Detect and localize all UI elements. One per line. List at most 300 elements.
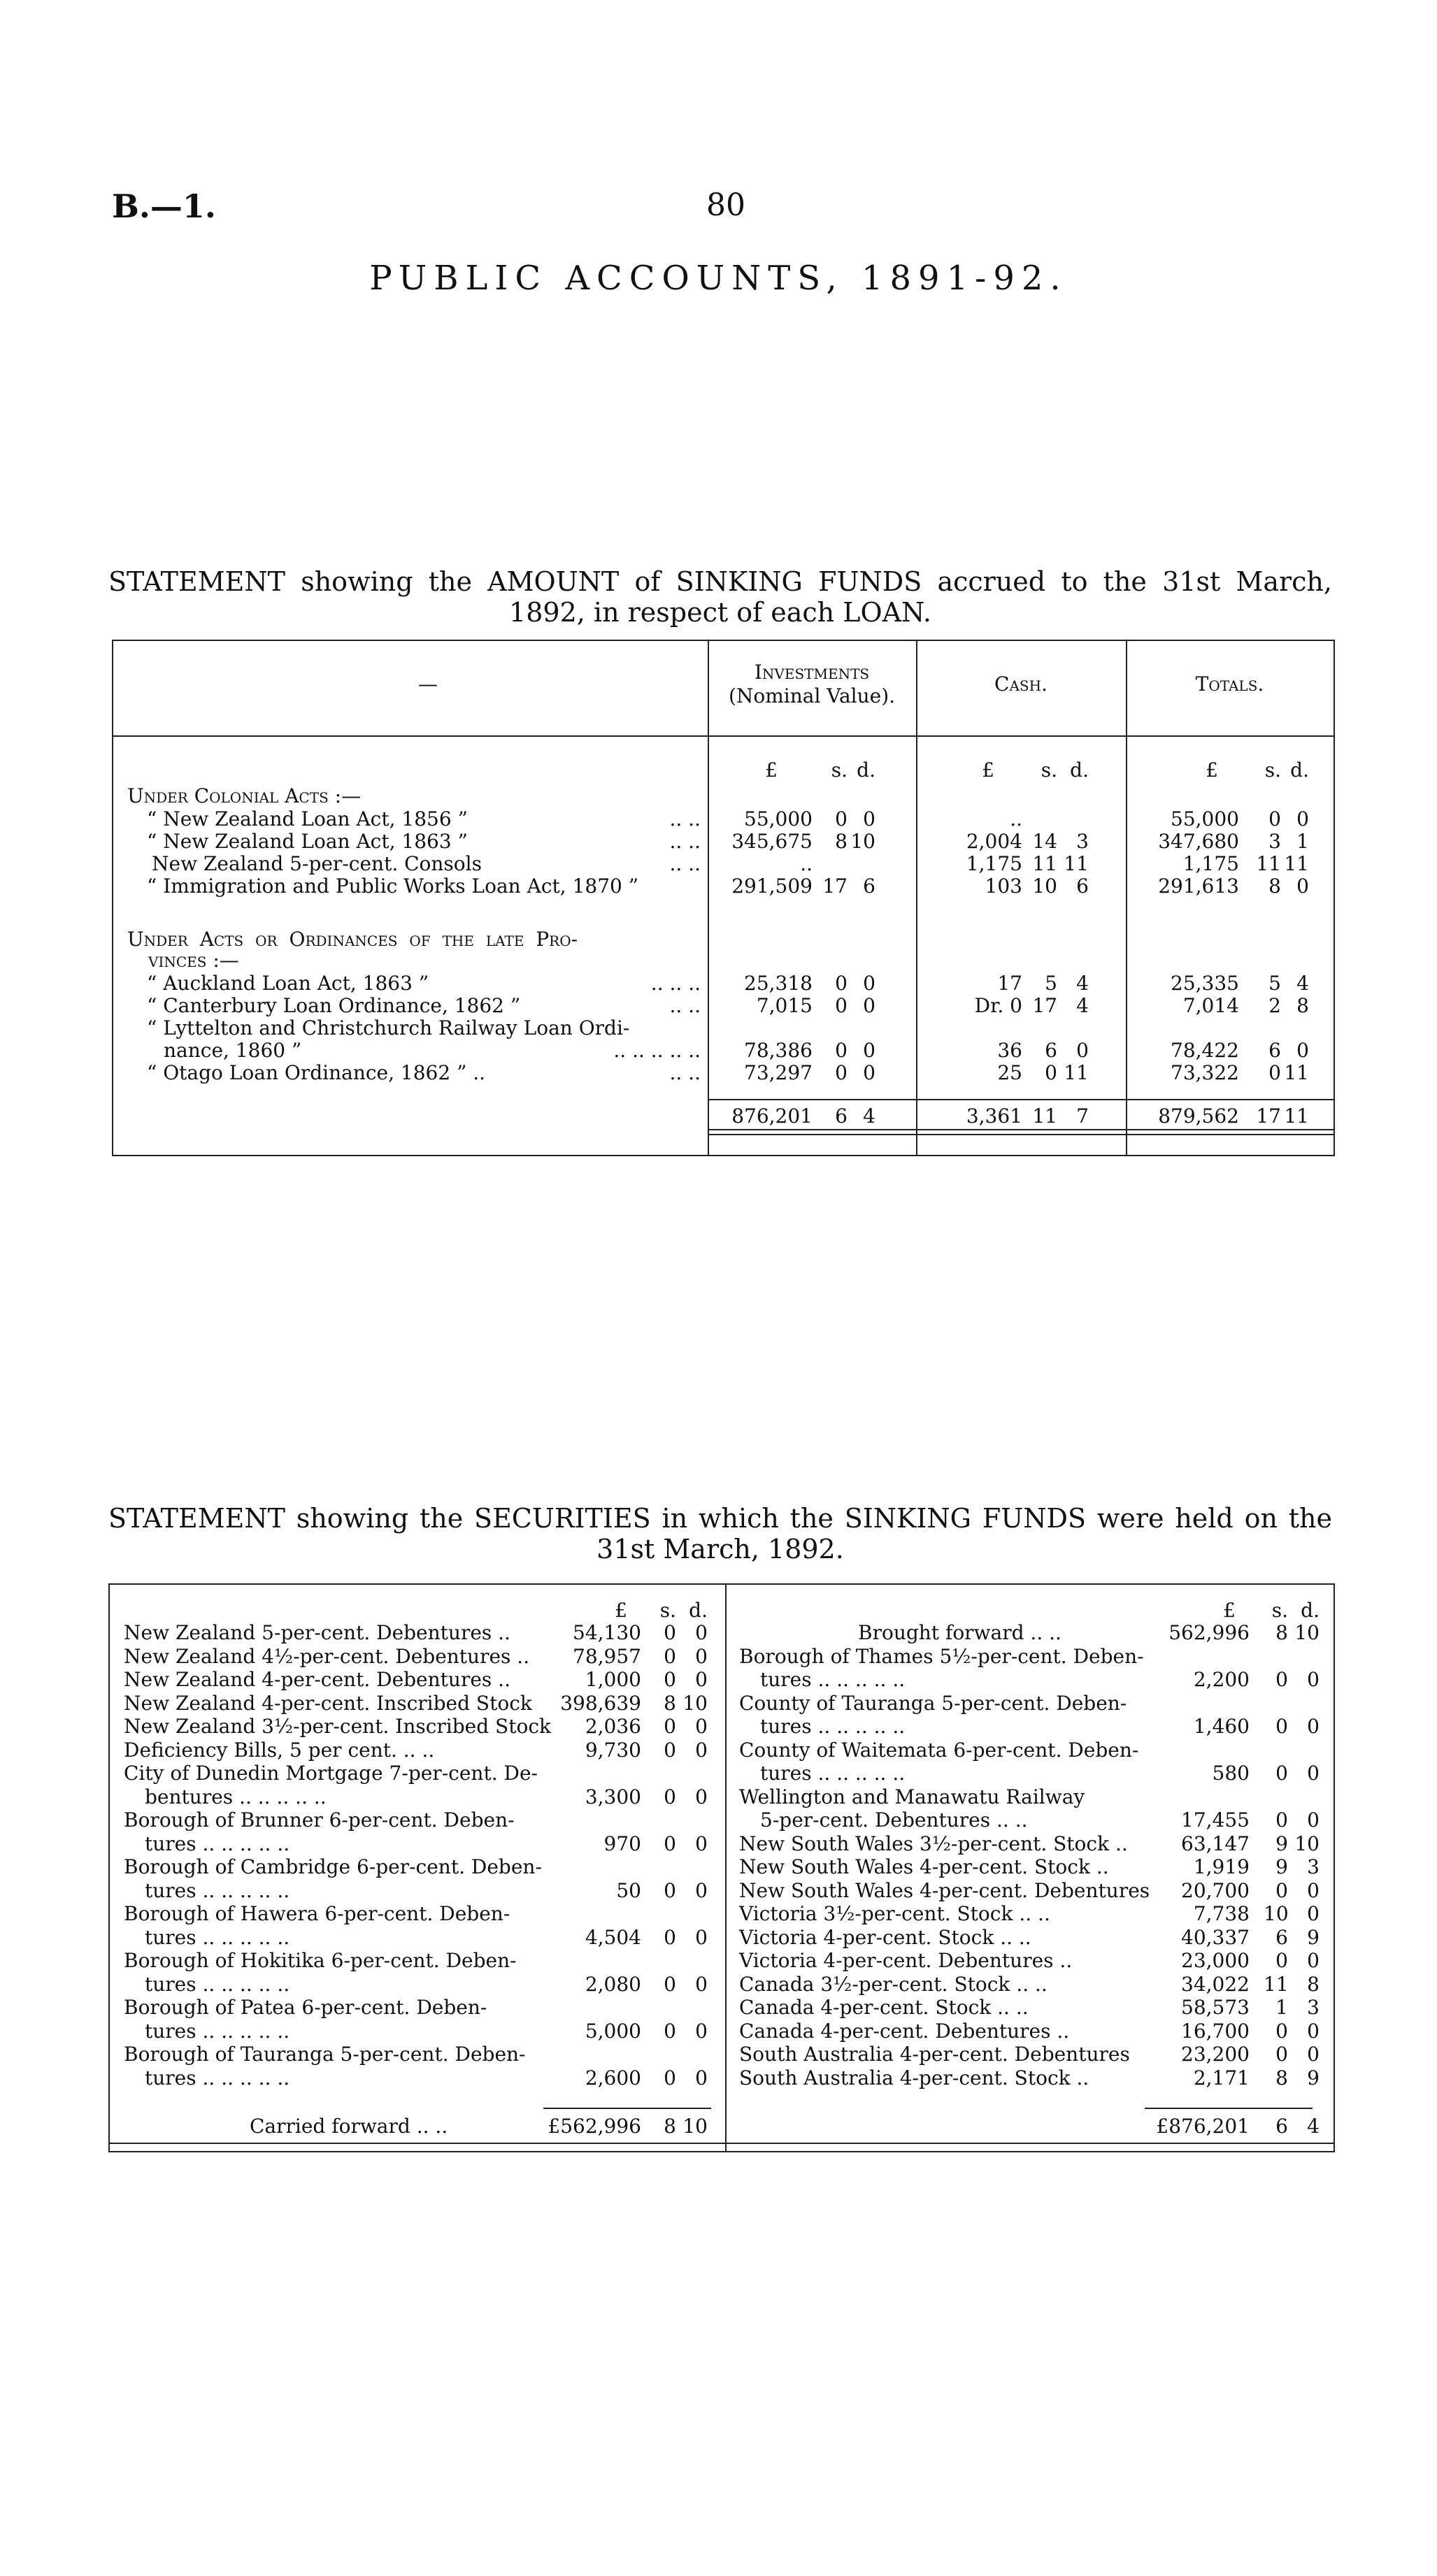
- total-pounds: 1,175: [1182, 852, 1239, 875]
- loan-row: [113, 830, 1334, 854]
- total-inv-d: 4: [863, 1104, 875, 1128]
- security-pence: 0: [695, 1972, 708, 1996]
- total-pence: 0: [1296, 807, 1309, 830]
- section-label: Under Colonial Acts :—: [127, 784, 362, 807]
- security-shillings: 0: [1275, 2043, 1288, 2066]
- security-pence: 0: [695, 1668, 708, 1691]
- security-amount: 17,455: [1181, 1808, 1250, 1832]
- security-pence: 0: [695, 2066, 708, 2089]
- total-pounds: 7,014: [1182, 994, 1239, 1017]
- total-inv: 876,201: [731, 1104, 813, 1128]
- carried-forward-d: 10: [682, 2115, 708, 2138]
- total-pence: 4: [1296, 972, 1309, 995]
- carried-forward-row: [110, 2115, 725, 2138]
- security-shillings: 0: [1275, 1808, 1288, 1832]
- unit-s: s.: [1271, 1599, 1288, 1622]
- statement1-heading-line2: 1892, in respect of each LOAN.: [509, 597, 931, 628]
- total-pence: 1: [1296, 830, 1309, 853]
- security-pence: 0: [1307, 2019, 1320, 2043]
- loan-row: [113, 994, 1334, 1018]
- security-label: tures .. .. .. .. ..: [145, 2066, 290, 2089]
- security-amount: 54,130: [573, 1621, 641, 1644]
- security-pence: 0: [695, 1644, 708, 1668]
- security-pence: 9: [1307, 2066, 1320, 2089]
- unit-s: s.: [659, 1599, 676, 1622]
- security-shillings: 1: [1275, 1996, 1288, 2019]
- section-heading: [113, 784, 1334, 808]
- statement2-heading-line2: 31st March, 1892.: [596, 1534, 844, 1564]
- loan-label: “ New Zealand Loan Act, 1856 ”: [147, 807, 468, 830]
- cash-pence: 6: [1076, 875, 1089, 898]
- security-shillings: 0: [664, 2066, 676, 2089]
- carried-forward-label: Carried forward .. ..: [250, 2115, 448, 2138]
- security-pence: 9: [1307, 1925, 1320, 1949]
- security-amount: 3,300: [585, 1785, 641, 1808]
- security-pence: 0: [1307, 1762, 1320, 1785]
- cash-pounds: 25: [997, 1061, 1022, 1084]
- total-tot-s: 17: [1256, 1104, 1281, 1128]
- cash-pence: 11: [1064, 1061, 1089, 1084]
- security-amount: 23,000: [1181, 1949, 1250, 1972]
- loan-row: [113, 1039, 1334, 1063]
- total-rule: [708, 1099, 1334, 1100]
- security-label: Borough of Tauranga 5-per-cent. Deben-: [124, 2043, 526, 2066]
- security-row: [725, 2043, 1334, 2066]
- statement2-heading-line1: STATEMENT showing the SECURITIES in which the SINKING FUNDS were held on the: [108, 1503, 1332, 1534]
- security-amount: 9,730: [585, 1738, 641, 1762]
- investment-pence: 0: [863, 1039, 875, 1062]
- security-row: [110, 1739, 725, 1762]
- header-rule: [113, 735, 1334, 737]
- cash-shillings: 0: [1045, 1061, 1057, 1084]
- cash-pounds: 36: [997, 1039, 1022, 1062]
- security-amount: 580: [1212, 1762, 1250, 1785]
- security-row: [110, 1926, 725, 1949]
- security-label: South Australia 4-per-cent. Debentures: [739, 2043, 1130, 2066]
- cash-pence: 4: [1076, 994, 1089, 1017]
- security-row: [110, 2020, 725, 2043]
- security-label: New Zealand 4-per-cent. Debentures ..: [124, 1668, 510, 1691]
- security-row: [110, 1668, 725, 1691]
- loan-label: New Zealand 5-per-cent. Consols: [152, 852, 482, 875]
- security-label: Canada 3½-per-cent. Stock .. ..: [739, 1972, 1048, 1996]
- page-number: 80: [706, 187, 745, 223]
- security-row: [725, 1668, 1334, 1691]
- security-label: bentures .. .. .. .. ..: [145, 1785, 327, 1808]
- security-row: [725, 1645, 1334, 1668]
- total-tot: 879,562: [1158, 1104, 1239, 1128]
- security-shillings: 0: [664, 1621, 676, 1644]
- security-shillings: 0: [1275, 1715, 1288, 1738]
- loan-label: “ Otago Loan Ordinance, 1862 ” ..: [147, 1061, 486, 1084]
- security-shillings: 0: [1275, 1668, 1288, 1691]
- security-row: [110, 1692, 725, 1715]
- total-shillings: 3: [1268, 830, 1281, 853]
- section-label: Under Acts or Ordinances of the late Pro-: [127, 928, 578, 951]
- cash-pounds: 103: [985, 875, 1022, 898]
- investment-pence: 6: [863, 875, 875, 898]
- security-shillings: 0: [664, 2019, 676, 2043]
- total-rule: [543, 2108, 711, 2109]
- cash-pounds: ..: [1010, 807, 1022, 830]
- security-pence: 10: [1294, 1621, 1320, 1644]
- security-amount: 1,460: [1193, 1715, 1250, 1738]
- loan-label: “ Auckland Loan Act, 1863 ”: [147, 972, 429, 995]
- security-pence: 8: [1307, 1972, 1320, 1996]
- unit-s: s.: [831, 758, 848, 782]
- unit-pound: £: [1206, 758, 1218, 782]
- unit-d: d.: [857, 758, 875, 782]
- total-cash: 3,361: [966, 1104, 1022, 1128]
- security-amount: 2,200: [1193, 1668, 1250, 1691]
- loan-label: “ Immigration and Public Works Loan Act, 1870 ”: [147, 875, 639, 898]
- total-shillings: 0: [1268, 807, 1281, 830]
- leader-dots: .. ..: [669, 994, 701, 1017]
- security-pence: 0: [1307, 1668, 1320, 1691]
- total-pence: 0: [1296, 875, 1309, 898]
- leader-dots: .. ..: [669, 807, 701, 830]
- cash-shillings: 14: [1032, 830, 1057, 853]
- cash-shillings: 5: [1045, 972, 1057, 995]
- security-label: Borough of Patea 6-per-cent. Deben-: [124, 1996, 487, 2019]
- security-row: [110, 1715, 725, 1738]
- investment-pence: 0: [863, 1061, 875, 1084]
- security-shillings: 0: [664, 1925, 676, 1949]
- security-row: [110, 2043, 725, 2066]
- security-row: [725, 1692, 1334, 1715]
- security-pence: 0: [1307, 2043, 1320, 2066]
- security-label: New Zealand 3½-per-cent. Inscribed Stock: [124, 1715, 551, 1738]
- double-rule: [708, 1129, 1334, 1130]
- security-row: [725, 2066, 1334, 2089]
- security-pence: 0: [695, 1715, 708, 1738]
- security-label: tures .. .. .. .. ..: [145, 2019, 290, 2043]
- unit-pound: £: [1223, 1599, 1236, 1622]
- security-row: [110, 1879, 725, 1902]
- total-cash-s: 11: [1032, 1104, 1057, 1128]
- cash-pence: 3: [1076, 830, 1089, 853]
- investment-pence: 0: [863, 994, 875, 1017]
- unit-pound: £: [982, 758, 994, 782]
- security-shillings: 0: [664, 1715, 676, 1738]
- cash-shillings: 10: [1032, 875, 1057, 898]
- security-row: [725, 1879, 1334, 1902]
- investment-pounds: ..: [800, 852, 813, 875]
- leader-dots: .. .. ..: [650, 972, 701, 995]
- security-pence: 0: [1307, 1808, 1320, 1832]
- security-amount: 40,337: [1181, 1925, 1250, 1949]
- investment-shillings: 0: [835, 1039, 848, 1062]
- investment-pounds: 73,297: [744, 1061, 813, 1084]
- security-pence: 10: [1294, 1832, 1320, 1855]
- investment-shillings: 17: [822, 875, 848, 898]
- total-inv-s: 6: [835, 1104, 848, 1128]
- leader-dots: .. ..: [669, 852, 701, 875]
- security-row: [725, 1832, 1334, 1855]
- security-amount: 7,738: [1193, 1902, 1250, 1925]
- security-amount: 2,171: [1193, 2066, 1250, 2089]
- security-label: tures .. .. .. .. ..: [760, 1715, 906, 1738]
- cash-pence: 11: [1064, 852, 1089, 875]
- investment-shillings: 0: [835, 1061, 848, 1084]
- total-shillings: 0: [1268, 1061, 1281, 1084]
- security-amount: 1,000: [585, 1668, 641, 1691]
- unit-d: d.: [1070, 758, 1089, 782]
- security-label: Borough of Hawera 6-per-cent. Deben-: [124, 1902, 510, 1925]
- total-shillings: 2: [1268, 994, 1281, 1017]
- cash-pounds: Dr. 0: [974, 994, 1022, 1017]
- security-amount: 78,957: [573, 1644, 641, 1668]
- investment-pounds: 345,675: [731, 830, 813, 853]
- security-pence: 0: [1307, 1715, 1320, 1738]
- security-label: Victoria 4-per-cent. Stock .. ..: [739, 1925, 1031, 1949]
- security-shillings: 0: [664, 1878, 676, 1902]
- cash-shillings: 17: [1032, 994, 1057, 1017]
- security-label: tures .. .. .. .. ..: [145, 1832, 290, 1855]
- security-label: County of Tauranga 5-per-cent. Deben-: [739, 1691, 1127, 1715]
- security-shillings: 0: [664, 1785, 676, 1808]
- loan-row: [113, 972, 1334, 995]
- total-rule: [1145, 2108, 1313, 2109]
- total-pence: 0: [1296, 1039, 1309, 1062]
- security-row: [110, 1645, 725, 1668]
- investment-shillings: 0: [835, 994, 848, 1017]
- unit-d: d.: [1290, 758, 1309, 782]
- security-row: [725, 1855, 1334, 1878]
- total-pounds: 73,322: [1171, 1061, 1239, 1084]
- total-pence: 8: [1296, 994, 1309, 1017]
- security-label: New South Wales 3½-per-cent. Stock ..: [739, 1832, 1128, 1855]
- leader-dots: .. ..: [669, 830, 701, 853]
- security-amount: 398,639: [560, 1691, 641, 1715]
- total-shillings: 5: [1268, 972, 1281, 995]
- total-tot-d: 11: [1284, 1104, 1309, 1128]
- total-shillings: 11: [1256, 852, 1281, 875]
- security-shillings: 9: [1275, 1855, 1288, 1878]
- security-row: [725, 1739, 1334, 1762]
- security-amount: 970: [603, 1832, 641, 1855]
- unit-row: [110, 1599, 725, 1622]
- total-pounds: 78,422: [1171, 1039, 1239, 1062]
- security-shillings: 11: [1264, 1972, 1289, 1996]
- col-blank: —: [418, 672, 438, 696]
- grand-total-s: 6: [1275, 2115, 1288, 2138]
- security-row: [110, 1832, 725, 1855]
- security-shillings: 0: [664, 1972, 676, 1996]
- carried-forward-s: 8: [664, 2115, 676, 2138]
- security-pence: 0: [695, 1925, 708, 1949]
- col-cash: Cash.: [994, 672, 1048, 696]
- total-pounds: 347,680: [1158, 830, 1239, 853]
- loan-label: “ Lyttelton and Christchurch Railway Loan Ordi-: [147, 1016, 630, 1039]
- cash-pence: 0: [1076, 1039, 1089, 1062]
- security-row: [110, 1621, 725, 1644]
- security-amount: 63,147: [1181, 1832, 1250, 1855]
- unit-d: d.: [1301, 1599, 1320, 1622]
- loan-row: [113, 1061, 1334, 1085]
- security-amount: 34,022: [1181, 1972, 1250, 1996]
- security-row: [725, 1902, 1334, 1925]
- securities-table: [108, 1583, 1335, 2152]
- security-label: Borough of Cambridge 6-per-cent. Deben-: [124, 1855, 542, 1878]
- investment-shillings: 0: [835, 972, 848, 995]
- investment-pounds: 25,318: [744, 972, 813, 995]
- carried-forward-amount: £562,996: [548, 2115, 641, 2138]
- security-row: [110, 1808, 725, 1832]
- loan-label: “ Canterbury Loan Ordinance, 1862 ”: [147, 994, 521, 1017]
- total-pence: 11: [1284, 852, 1309, 875]
- security-amount: 4,504: [585, 1925, 641, 1949]
- loan-label: “ New Zealand Loan Act, 1863 ”: [147, 830, 468, 853]
- security-label: Canada 4-per-cent. Debentures ..: [739, 2019, 1070, 2043]
- security-pence: 0: [695, 1785, 708, 1808]
- investment-pounds: 55,000: [744, 807, 813, 830]
- security-shillings: 6: [1275, 1925, 1288, 1949]
- security-pence: 3: [1307, 1996, 1320, 2019]
- total-pence: 11: [1284, 1061, 1309, 1084]
- security-row: [725, 1926, 1334, 1949]
- security-pence: 0: [1307, 1878, 1320, 1902]
- security-row: [725, 2020, 1334, 2043]
- security-row: [110, 1855, 725, 1878]
- page-title: PUBLIC ACCOUNTS, 1891-92.: [369, 259, 1068, 298]
- col-investments: Investments: [754, 661, 870, 684]
- security-row: [725, 1949, 1334, 1972]
- loan-row: [113, 807, 1334, 831]
- security-amount: 1,919: [1193, 1855, 1250, 1878]
- security-shillings: 9: [1275, 1832, 1288, 1855]
- security-amount: 2,600: [585, 2066, 641, 2089]
- security-shillings: 8: [1275, 1621, 1288, 1644]
- double-rule: [708, 1134, 1334, 1135]
- security-label: tures .. .. .. .. ..: [145, 1925, 290, 1949]
- unit-row: [725, 1599, 1334, 1622]
- investment-pounds: 291,509: [731, 875, 813, 898]
- security-label: Wellington and Manawatu Railway: [739, 1785, 1085, 1808]
- security-amount: 5,000: [585, 2019, 641, 2043]
- security-row: [110, 1762, 725, 1785]
- loan-label: nance, 1860 ”: [164, 1039, 302, 1062]
- section-heading: [113, 949, 1334, 972]
- security-shillings: 0: [1275, 1878, 1288, 1902]
- loan-row: [113, 1016, 1334, 1040]
- cash-shillings: 6: [1045, 1039, 1057, 1062]
- security-label: County of Waitemata 6-per-cent. Deben-: [739, 1738, 1139, 1762]
- col-investments-sub: (Nominal Value).: [728, 684, 896, 707]
- security-amount: 562,996: [1168, 1621, 1250, 1644]
- cash-pounds: 2,004: [966, 830, 1022, 853]
- security-pence: 3: [1307, 1855, 1320, 1878]
- security-row: [725, 1785, 1334, 1808]
- security-amount: 2,080: [585, 1972, 641, 1996]
- security-row: [110, 2066, 725, 2089]
- security-pence: 0: [1307, 1949, 1320, 1972]
- security-pence: 0: [695, 1621, 708, 1644]
- investment-shillings: 8: [835, 830, 848, 853]
- total-shillings: 6: [1268, 1039, 1281, 1062]
- security-row: [110, 1973, 725, 1996]
- security-label: 5-per-cent. Debentures .. ..: [760, 1808, 1028, 1832]
- security-shillings: 0: [664, 1668, 676, 1691]
- investment-pounds: 7,015: [756, 994, 813, 1017]
- investment-pence: 0: [863, 972, 875, 995]
- total-cash-d: 7: [1076, 1104, 1089, 1128]
- investment-pounds: 78,386: [744, 1039, 813, 1062]
- investment-pence: 10: [850, 830, 875, 853]
- security-row: [725, 1715, 1334, 1738]
- unit-row: [113, 758, 1334, 782]
- total-pounds: 55,000: [1171, 807, 1239, 830]
- security-row: [725, 1808, 1334, 1832]
- security-pence: 0: [695, 1738, 708, 1762]
- cash-pounds: 1,175: [966, 852, 1022, 875]
- loan-row: [113, 875, 1334, 898]
- security-label: Victoria 4-per-cent. Debentures ..: [739, 1949, 1073, 1972]
- cash-shillings: 11: [1032, 852, 1057, 875]
- security-row: [725, 1621, 1334, 1644]
- security-shillings: 10: [1264, 1902, 1289, 1925]
- investment-pence: 0: [863, 807, 875, 830]
- security-amount: 16,700: [1181, 2019, 1250, 2043]
- cash-pence: 4: [1076, 972, 1089, 995]
- security-shillings: 0: [664, 1832, 676, 1855]
- security-amount: 50: [616, 1878, 641, 1902]
- security-label: Victoria 3½-per-cent. Stock .. ..: [739, 1902, 1050, 1925]
- security-pence: 0: [695, 2019, 708, 2043]
- unit-pound: £: [615, 1599, 627, 1622]
- security-label: City of Dunedin Mortgage 7-per-cent. De-: [124, 1762, 538, 1785]
- security-label: New South Wales 4-per-cent. Debentures: [739, 1878, 1150, 1902]
- security-label: Brought forward .. ..: [858, 1621, 1061, 1644]
- security-label: tures .. .. .. .. ..: [145, 1972, 290, 1996]
- sinking-funds-table: [112, 640, 1335, 1156]
- unit-s: s.: [1264, 758, 1281, 782]
- section-label: vinces :—: [148, 949, 239, 972]
- grand-total-row: [725, 2115, 1334, 2138]
- security-label: Deficiency Bills, 5 per cent. .. ..: [124, 1738, 435, 1762]
- security-shillings: 8: [1275, 2066, 1288, 2089]
- security-label: New Zealand 5-per-cent. Debentures ..: [124, 1621, 510, 1644]
- col-totals: Totals.: [1195, 672, 1264, 696]
- security-label: New South Wales 4-per-cent. Stock ..: [739, 1855, 1109, 1878]
- total-row: [113, 1104, 1334, 1128]
- security-shillings: 0: [1275, 1949, 1288, 1972]
- report-reference: B.—1.: [112, 187, 216, 225]
- security-row: [725, 1762, 1334, 1785]
- double-rule: [110, 2143, 1334, 2144]
- section-heading: [113, 928, 1334, 951]
- security-label: Borough of Hokitika 6-per-cent. Deben-: [124, 1949, 517, 1972]
- security-pence: 0: [695, 1832, 708, 1855]
- security-row: [110, 1996, 725, 2019]
- security-row: [110, 1902, 725, 1925]
- grand-total-amount: £876,201: [1156, 2115, 1250, 2138]
- security-label: New Zealand 4-per-cent. Inscribed Stock: [124, 1691, 532, 1715]
- security-shillings: 8: [664, 1691, 676, 1715]
- total-pounds: 25,335: [1171, 972, 1239, 995]
- leader-dots: .. ..: [669, 1061, 701, 1084]
- security-label: tures .. .. .. .. ..: [760, 1668, 906, 1691]
- security-label: tures .. .. .. .. ..: [760, 1762, 906, 1785]
- statement1-heading-line1: STATEMENT showing the AMOUNT of SINKING FUNDS accrued to the 31st March,: [108, 566, 1332, 597]
- security-shillings: 0: [1275, 1762, 1288, 1785]
- security-amount: 2,036: [585, 1715, 641, 1738]
- security-amount: 20,700: [1181, 1878, 1250, 1902]
- security-label: tures .. .. .. .. ..: [145, 1878, 290, 1902]
- loan-row: [113, 852, 1334, 876]
- security-pence: 0: [1307, 1902, 1320, 1925]
- unit-pound: £: [765, 758, 778, 782]
